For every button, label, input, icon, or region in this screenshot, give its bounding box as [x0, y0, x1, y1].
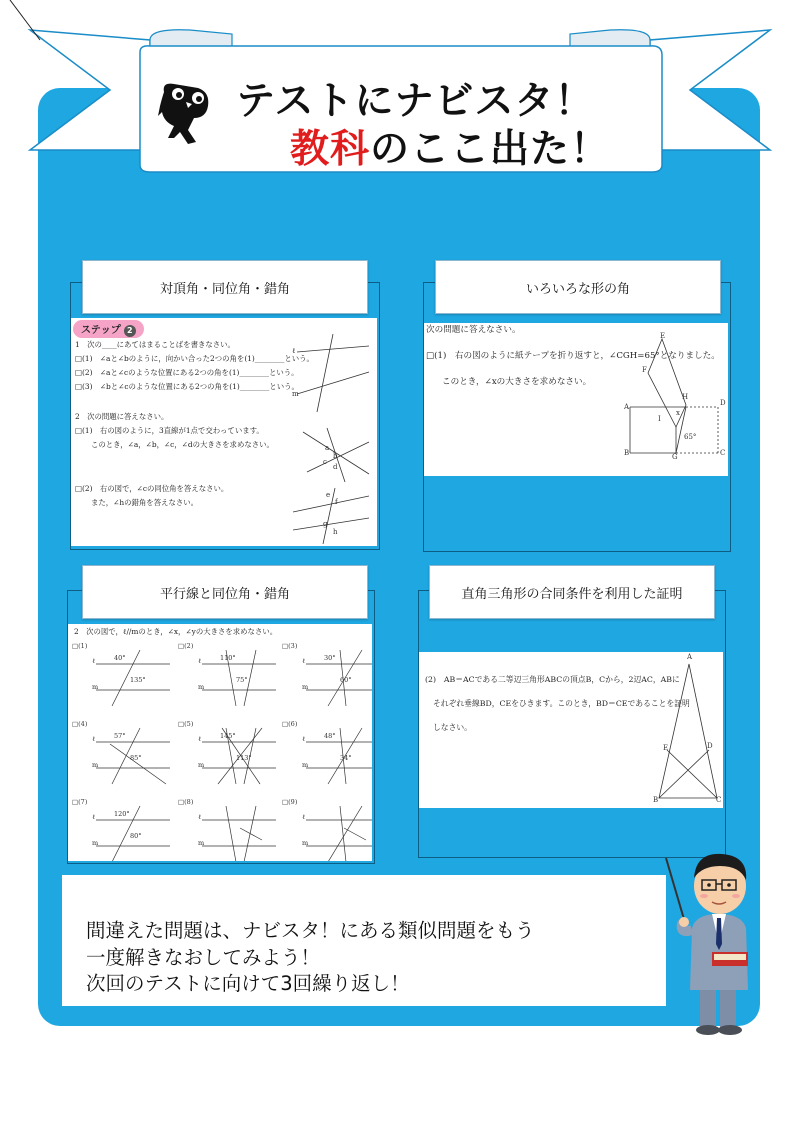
question-line: □(1) 右の図のように，3直線が1点で交わっています。: [75, 426, 264, 435]
figure-label: d: [333, 463, 338, 471]
angle-label: 34°: [340, 754, 352, 762]
figure-label: a: [325, 444, 330, 452]
figure-label: E: [663, 744, 669, 752]
angle-label: 135°: [130, 676, 146, 684]
subtitle-rest: のここ出た！: [370, 127, 611, 172]
figure-label: D: [707, 742, 713, 750]
angle-label: 80°: [130, 832, 142, 840]
figure-label: f: [335, 498, 338, 506]
angle-label: 48°: [324, 732, 336, 740]
section-title-parallel-lines: 平行線と同位角・錯角: [82, 565, 368, 619]
line-label: ℓ: [198, 657, 202, 665]
subject-accent: 教科: [290, 127, 371, 172]
teacher-illustration: [656, 848, 768, 1038]
angle-label: 30°: [324, 654, 336, 662]
figure-label: ℓ: [292, 347, 296, 355]
ribbon-right-tail: [650, 30, 770, 150]
problem-number: □(1): [72, 642, 88, 650]
figure-label: D: [720, 399, 726, 407]
line-label: m: [302, 683, 309, 691]
line-label: m: [92, 839, 99, 847]
figure-label: A: [687, 653, 693, 661]
line-label: m: [92, 761, 99, 769]
angle-label: 85°: [130, 754, 142, 762]
question-line: このとき，∠a，∠b，∠c，∠dの大きさを求めなさい。: [91, 440, 274, 449]
figure-label: g: [323, 520, 328, 528]
question-line: それぞれ垂線BD，CEをひきます。このとき，BD＝CEであることを証明: [433, 699, 690, 708]
problem-number: □(2): [178, 642, 194, 650]
figure-label: A: [624, 403, 630, 411]
problem-number: □(6): [282, 720, 298, 728]
line-label: ℓ: [302, 735, 306, 743]
question-line: (2) AB＝ACである二等辺三角形ABCの頂点B，Cから，2辺AC，ABに: [425, 675, 680, 684]
figure-label: b: [333, 452, 338, 460]
angle-label: 57°: [114, 732, 126, 740]
question-line: □(2) 右の図で，∠cの同位角を答えなさい。: [75, 484, 229, 493]
line-label: ℓ: [92, 813, 96, 821]
figure-label: C: [720, 449, 726, 457]
angle-label: 145°: [220, 732, 236, 740]
step-number: 2: [124, 325, 136, 337]
line-label: m: [198, 839, 205, 847]
question-line: □(1) 右の図のように紙テープを折り返すと，∠CGH=65°となりました。: [426, 351, 720, 361]
line-label: ℓ: [198, 735, 202, 743]
figure-label: c: [323, 458, 327, 466]
section-title-vertical-angles: 対頂角・同位角・錯角: [82, 260, 368, 314]
angle-label: 110°: [220, 654, 236, 662]
section-title-congruence-proof: 直角三角形の合同条件を利用した証明: [429, 565, 715, 619]
angle-label: 75°: [236, 676, 248, 684]
problem-number: □(9): [282, 798, 298, 806]
figure-label: C: [716, 796, 722, 804]
figure-label: I: [658, 415, 661, 423]
question-line: □(2) ∠aと∠cのような位置にある2つの角を(1)________という。: [75, 368, 299, 377]
figure-label: h: [333, 528, 338, 536]
angle-label: 60°: [340, 676, 352, 684]
question-line: このとき，∠xの大きさを求めなさい。: [442, 377, 592, 387]
angle-label: 113°: [236, 754, 252, 762]
step-badge: [73, 320, 144, 338]
line-label: ℓ: [302, 813, 306, 821]
angle-label: 40°: [114, 654, 126, 662]
line-label: m: [302, 761, 309, 769]
section-title-shape-angles: いろいろな形の角: [435, 260, 721, 314]
worksheet-vertical-angles: [71, 318, 377, 546]
line-label: m: [92, 683, 99, 691]
figure-label: m: [292, 390, 299, 398]
line-label: ℓ: [92, 735, 96, 743]
problem-number: □(7): [72, 798, 88, 806]
worksheet-shape-angles: [424, 323, 728, 476]
line-label: m: [198, 761, 205, 769]
parallel-lines-figure: [300, 646, 372, 710]
figure-label: e: [326, 491, 331, 499]
figure-label: B: [653, 796, 659, 804]
angle-label: 120°: [114, 810, 130, 818]
parallel-lines-figure: [196, 802, 280, 861]
line-label: m: [198, 683, 205, 691]
figure-label: x: [676, 409, 680, 417]
problem-number: □(8): [178, 798, 194, 806]
figure-label: B: [624, 449, 630, 457]
figure-label: F: [642, 366, 647, 374]
message-line: 間違えた問題は、ナビスタ！にある類似問題をもう: [86, 919, 535, 942]
figure-label: E: [660, 332, 666, 340]
problem-number: □(5): [178, 720, 194, 728]
line-label: ℓ: [92, 657, 96, 665]
folded-tape-figure: [620, 329, 726, 473]
figure-label: G: [672, 453, 678, 461]
question-line: 1 次の____にあてはまることばを書きなさい。: [75, 340, 235, 349]
step-label: ステップ: [81, 325, 121, 336]
problem-number: □(4): [72, 720, 88, 728]
question-line: また，∠hの錯角を答えなさい。: [91, 498, 199, 507]
figure-label: 65°: [684, 433, 697, 441]
ribbon-left-tail: [30, 30, 150, 150]
parallel-lines-figure: [300, 802, 372, 861]
isosceles-triangle-figure: [651, 654, 721, 806]
line-label: ℓ: [302, 657, 306, 665]
question-line: 2 次の図で，ℓ//mのとき，∠x，∠yの大きさを求めなさい。: [74, 627, 278, 636]
question-line: □(1) ∠aと∠bのように，向かい合った2つの角を(1)________という。: [75, 354, 314, 363]
question-line: 次の問題に答えなさい。: [426, 325, 521, 335]
question-line: しなさい。: [433, 723, 472, 732]
message-line: 次回のテストに向けて3回繰り返し！: [86, 972, 410, 995]
page-title: テストにナビスタ！: [236, 79, 595, 124]
message-line: 一度解きなおしてみよう！: [86, 946, 321, 969]
question-line: 2 次の問題に答えなさい。: [75, 412, 169, 421]
line-label: ℓ: [198, 813, 202, 821]
figure-label: H: [682, 393, 689, 401]
worksheet-congruence-proof: [419, 652, 723, 808]
angle-figures: [283, 332, 375, 544]
question-line: □(3) ∠bと∠cのような位置にある2つの角を(1)________という。: [75, 382, 299, 391]
line-label: m: [302, 839, 309, 847]
parallel-lines-figure: [300, 724, 372, 788]
worksheet-parallel-lines: [68, 624, 372, 861]
page-subtitle: [290, 118, 610, 174]
problem-number: □(3): [282, 642, 298, 650]
